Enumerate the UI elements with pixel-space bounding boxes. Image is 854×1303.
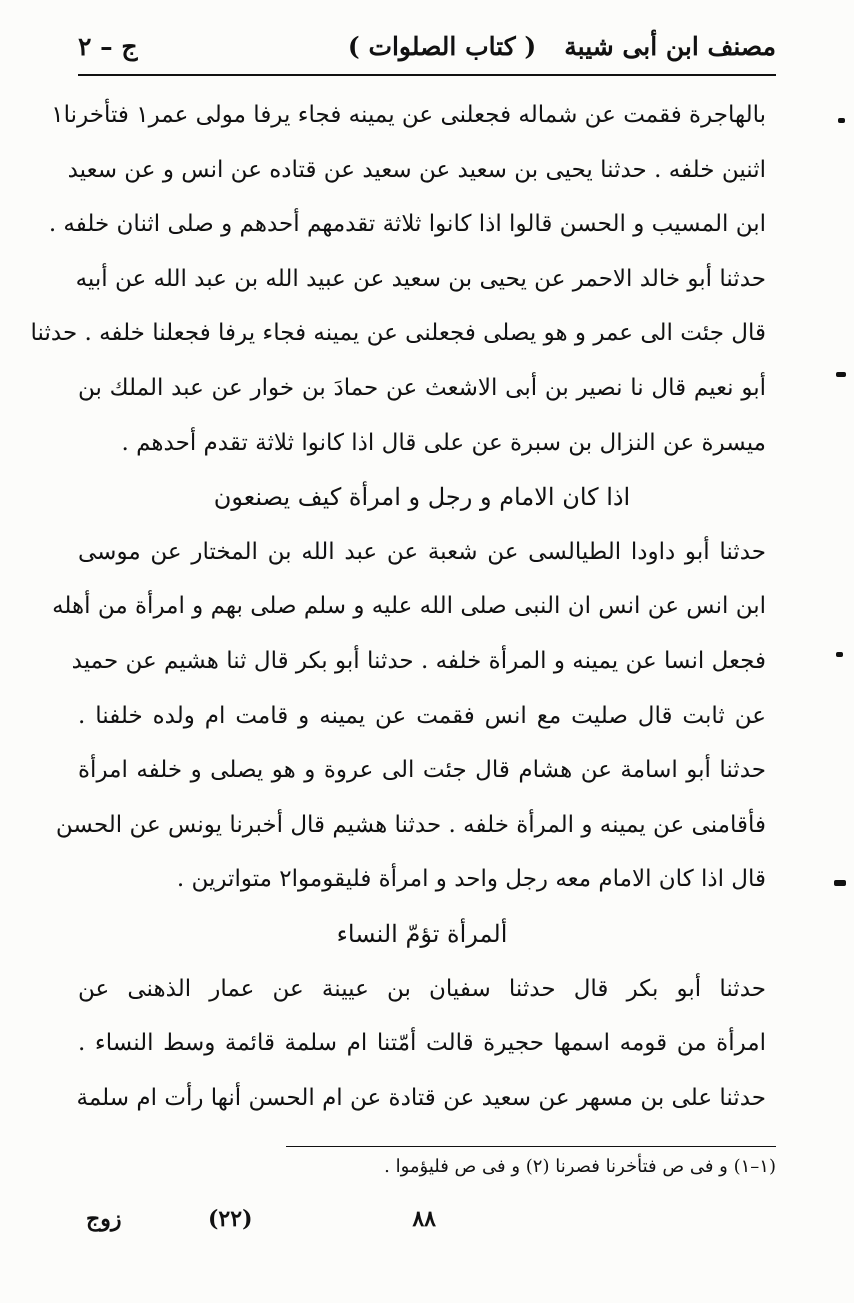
text-line: امرأة من قومه اسمها حجيرة قالت أمّتنا ام سلمة قائمة وسط النساء . bbox=[78, 1030, 766, 1057]
text-line: حدثنا على بن مسهر عن سعيد عن قتادة عن ام الحسن أنها رأت ام سلمة bbox=[76, 1084, 766, 1111]
scan-speck bbox=[836, 372, 846, 377]
text-line: فأقامنى عن يمينه و المرأة خلفه . حدثنا هشيم قال أخبرنا يونس عن الحسن bbox=[55, 811, 766, 838]
signature-mark: زوج bbox=[86, 1206, 122, 1232]
text-line: أبو نعيم قال نا نصير بن أبى الاشعث عن حمادَ بن خوار عن عبد الملك بن bbox=[78, 374, 766, 401]
chapter-heading: اذا كان الامام و رجل و امرأة كيف يصنعون bbox=[213, 483, 631, 512]
text-line: عن ثابت قال صليت مع انس فقمت عن يمينه و قامت ام ولده خلفنا . bbox=[78, 702, 766, 729]
text-line: ابن انس عن انس ان النبى صلى الله عليه و سلم صلى بهم و امرأة من أهله bbox=[52, 593, 766, 620]
signature-number: (٢٢) bbox=[208, 1206, 253, 1232]
text-line: حدثنا أبو خالد الاحمر عن يحيى بن سعيد عن عبيد الله بن عبد الله عن أبيه bbox=[75, 265, 766, 292]
text-line: قال جئت الى عمر و هو يصلى فجعلنى عن يمينه فجاء يرفا فجعلنا خلفه . حدثنا bbox=[30, 320, 766, 347]
page-header bbox=[78, 28, 776, 70]
main-text bbox=[30, 88, 766, 1125]
text-line: حدثنا أبو اسامة عن هشام قال جئت الى عروة و هو يصلى و خلفه امرأة bbox=[78, 757, 766, 784]
section-title: ( كتاب الصلوات ) bbox=[347, 32, 537, 61]
header-rule bbox=[78, 74, 776, 76]
footnote-rule bbox=[286, 1146, 776, 1147]
text-line: ميسرة عن النزال بن سبرة عن على قال اذا كانوا ثلاثة تقدم أحدهم . bbox=[121, 429, 766, 456]
text-line: بالهاجرة فقمت عن شماله فجعلنى عن يمينه فجاء يرفا مولى عمر١ فتأخرنا١ bbox=[51, 102, 766, 128]
text-line: قال اذا كان الامام معه رجل واحد و امرأة فليقوموا٢ متواترين . bbox=[176, 866, 766, 893]
scan-speck bbox=[838, 118, 845, 123]
book-title: مصنف ابن أبى شيبة bbox=[564, 32, 776, 61]
footnote: (١–١) و فى ص فتأخرنا فصرنا (٢) و فى ص فليؤموا . bbox=[384, 1156, 776, 1177]
scan-speck bbox=[834, 880, 846, 886]
text-line: اثنين خلفه . حدثنا يحيى بن سعيد عن سعيد عن قتاده عن انس و عن سعيد bbox=[67, 156, 766, 183]
volume-number: ج – ٢ bbox=[78, 32, 138, 61]
text-line: فجعل انسا عن يمينه و المرأة خلفه . حدثنا أبو بكر قال ثنا هشيم عن حميد bbox=[71, 647, 766, 674]
chapter-heading: ألمرأة تؤمّ النساء bbox=[336, 919, 508, 948]
text-line: حدثنا أبو داودا الطيالسى عن شعبة عن عبد الله بن المختار عن موسى bbox=[78, 538, 766, 565]
text-line: حدثنا أبو بكر قال حدثنا سفيان بن عيينة عن عمار الذهنى عن bbox=[78, 975, 766, 1002]
text-line: ابن المسيب و الحسن قالوا اذا كانوا ثلاثة تقدمهم أحدهم و صلى اثنان خلفه . bbox=[48, 211, 766, 238]
page-number: ٨٨ bbox=[412, 1206, 436, 1232]
page-footer bbox=[78, 1206, 776, 1240]
scan-speck bbox=[836, 652, 843, 657]
